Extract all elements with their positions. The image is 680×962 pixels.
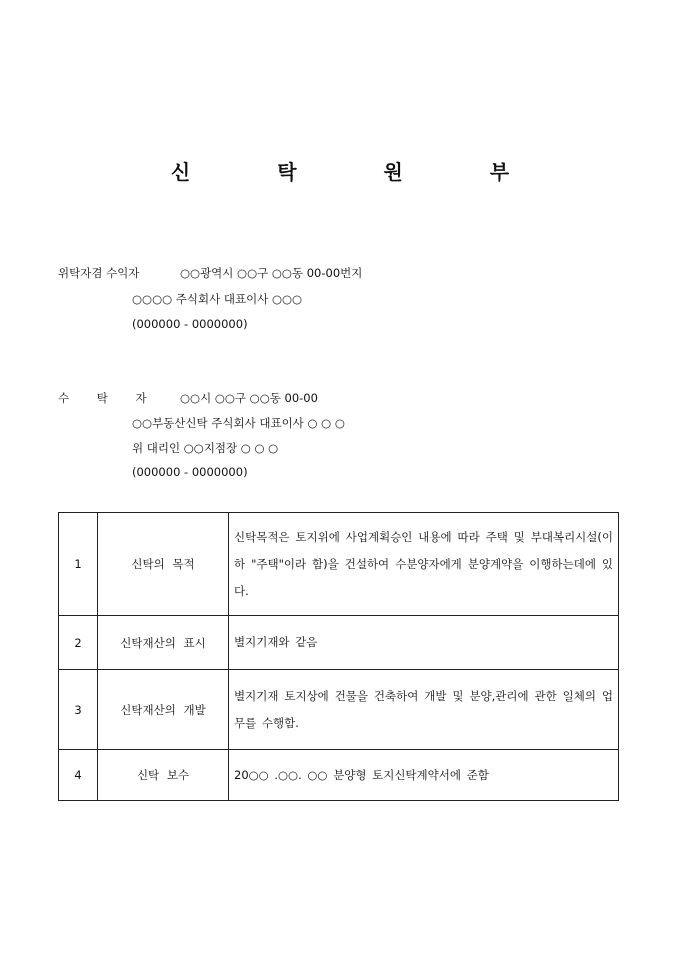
row-content: 별지기재 토지상에 건물을 건축하여 개발 및 분양,관리에 관한 일체의 업무를 수행함. (229, 670, 619, 750)
row-content: 20○○ .○○. ○○ 분양형 토지신탁계약서에 준함 (229, 750, 619, 801)
row-number: 3 (59, 670, 98, 750)
truster-address: ○○광역시 ○○구 ○○동 00-00번지 (180, 266, 363, 280)
trustee-company: ○○부동산신탁 주식회사 대표이사 ○ ○ ○ (132, 416, 345, 430)
row-number: 1 (59, 513, 98, 616)
trustee-label: 수 탁 자 (58, 391, 159, 405)
trustee-address: ○○시 ○○구 ○○동 00-00 (180, 391, 318, 405)
table-row (59, 616, 619, 670)
trust-details-table (58, 512, 619, 801)
truster-label: 위탁자겸 수익자 (58, 266, 140, 280)
row-number: 2 (59, 616, 98, 670)
truster-reg-no: (000000 - 0000000) (132, 317, 248, 331)
document-title: 신 탁 원 부 (170, 160, 550, 184)
row-item: 신탁의 목적 (98, 513, 229, 616)
row-item: 신탁재산의 표시 (98, 616, 229, 670)
row-content: 신탁목적은 토지위에 사업계획승인 내용에 따라 주택 및 부대복리시설(이하 "주택"이라 함)을 건설하여 수분양자에게 분양계약을 이행하는데에 있다. (229, 513, 619, 616)
trustee-agent: 위 대리인 ○○지점장 ○ ○ ○ (132, 441, 279, 455)
row-content: 별지기재와 같음 (229, 616, 619, 670)
row-item: 신탁재산의 개발 (98, 670, 229, 750)
table-row (59, 750, 619, 801)
row-item: 신탁 보수 (98, 750, 229, 801)
trustee-reg-no: (000000 - 0000000) (132, 465, 248, 479)
table-row (59, 670, 619, 750)
row-number: 4 (59, 750, 98, 801)
truster-company: ○○○○ 주식회사 대표이사 ○○○ (132, 292, 303, 306)
table-row (59, 513, 619, 616)
